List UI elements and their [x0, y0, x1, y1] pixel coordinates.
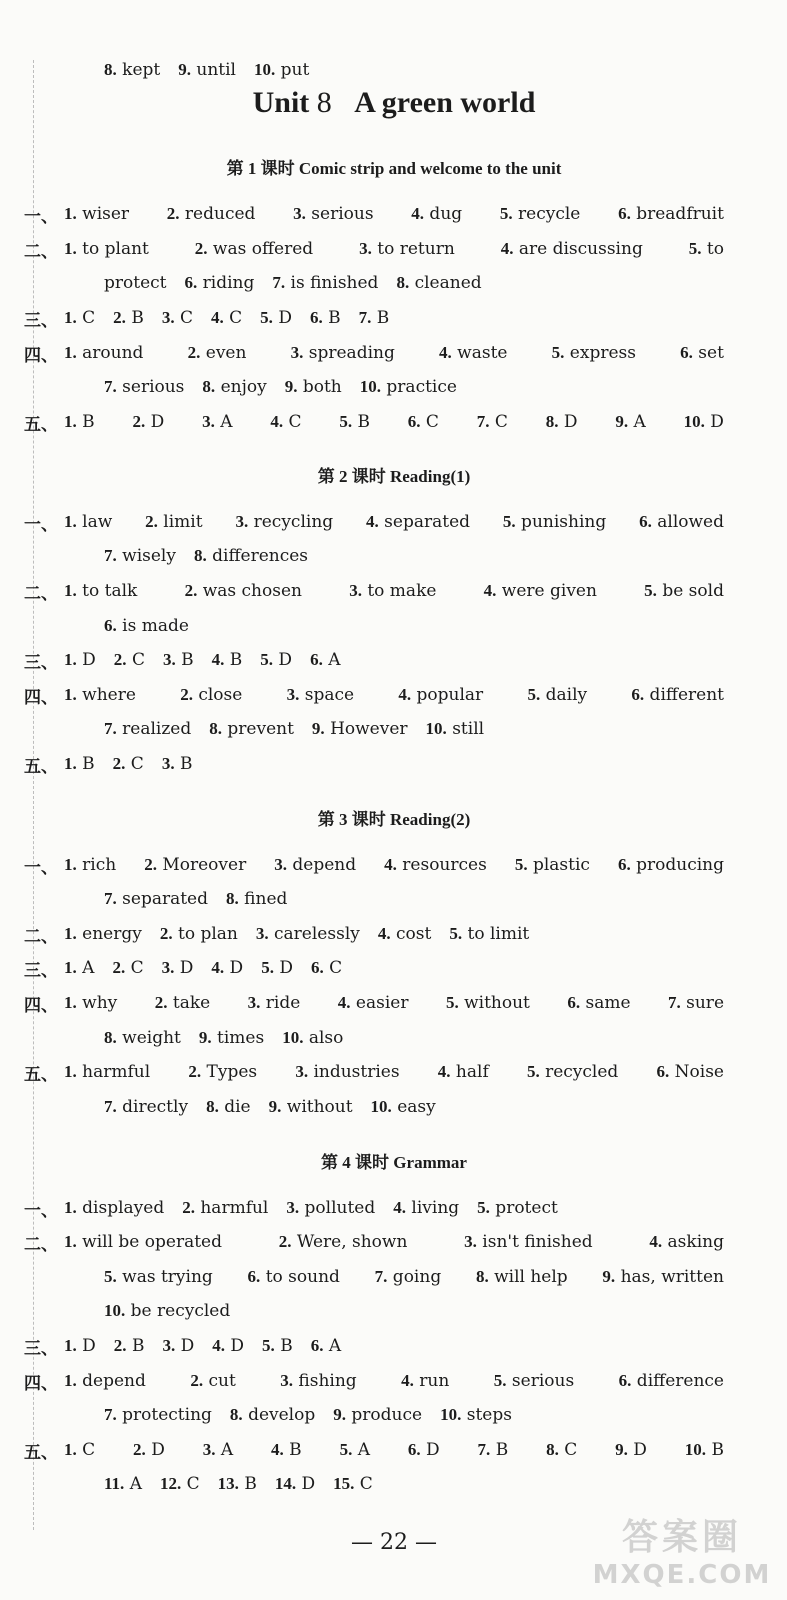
- section-label: 五、: [24, 414, 58, 435]
- section-label: 四、: [24, 1373, 58, 1394]
- answer-line: [24, 199, 724, 229]
- answer-item: 7. B: [358, 308, 390, 328]
- answer-item: 5. punishing: [502, 512, 607, 532]
- answer-item: 5. without: [445, 993, 530, 1013]
- answer-item: 3. industries: [295, 1062, 400, 1082]
- section-label: 五、: [24, 1442, 58, 1463]
- answer-item: 4. B: [271, 1440, 302, 1460]
- answer-item: 5. B: [262, 1336, 293, 1356]
- answer-item: 6. B: [309, 308, 341, 328]
- answer-item: 4. popular: [398, 685, 484, 705]
- answer-item: 5. be sold: [644, 581, 724, 601]
- answer-item: 1. D: [64, 650, 96, 670]
- section-label: 五、: [24, 1064, 58, 1085]
- answer-item: 1. to talk: [64, 581, 138, 601]
- answer-item: 5. plastic: [514, 855, 590, 875]
- answer-line: [24, 1366, 724, 1396]
- answer-item: 4. resources: [384, 855, 487, 875]
- answer-item: 2. C: [113, 650, 145, 670]
- answer-line: [24, 507, 724, 537]
- answer-item: 1. harmful: [64, 1062, 151, 1082]
- answer-item: 10. practice: [359, 377, 457, 397]
- answer-item: 2. reduced: [166, 204, 256, 224]
- answer-item: 3. A: [202, 412, 233, 432]
- answer-item: 3. isn't finished: [464, 1232, 593, 1252]
- answer-item: 5. serious: [493, 1371, 575, 1391]
- answer-item: 4. waste: [439, 343, 508, 363]
- answer-line: [24, 850, 724, 880]
- answer-item: 5. D: [260, 308, 292, 328]
- answer-item: 6. riding: [184, 273, 255, 293]
- section-label: 三、: [24, 310, 58, 331]
- answer-item: 1. why: [64, 993, 118, 1013]
- answer-item: 3. to make: [349, 581, 437, 601]
- answer-line: [24, 234, 724, 264]
- section-label: 一、: [24, 857, 58, 878]
- answer-line: [64, 55, 724, 85]
- answer-line: [64, 1400, 724, 1430]
- lesson-1-title: 第 1 课时 Comic strip and welcome to the unit: [226, 159, 562, 178]
- answer-item: 8. C: [546, 1440, 578, 1460]
- section-label: 四、: [24, 995, 58, 1016]
- answer-item: 3. A: [202, 1440, 234, 1460]
- answer-item: 8. differences: [193, 546, 309, 566]
- answer-item: 1. to plant: [64, 239, 149, 259]
- lesson-4-title: 第 4 课时 Grammar: [321, 1153, 467, 1172]
- answer-item: 9. has, written: [602, 1267, 724, 1287]
- answer-item: 1. depend: [64, 1371, 146, 1391]
- answer-item: 2. was chosen: [184, 581, 302, 601]
- answer-item: 4. D: [211, 958, 244, 978]
- answer-item: 1. law: [64, 512, 113, 532]
- answer-item: 10. steps: [440, 1405, 512, 1425]
- answer-item: 2. take: [154, 993, 211, 1013]
- answer-item: 9. until: [178, 60, 236, 80]
- answer-item: 6. C: [311, 958, 343, 978]
- answer-item: 3. serious: [293, 204, 374, 224]
- answer-item: 7. C: [476, 412, 508, 432]
- answer-item: 5. express: [551, 343, 636, 363]
- answer-item: 4. asking: [649, 1232, 724, 1252]
- answer-item: 7. wisely: [104, 546, 176, 566]
- lesson-3-title: 第 3 课时 Reading(2): [317, 810, 471, 829]
- answer-item: 8. die: [206, 1097, 251, 1117]
- answer-item: 9. both: [284, 377, 342, 397]
- answer-line: [24, 749, 724, 779]
- section-label: 二、: [24, 241, 58, 262]
- answer-item: 6. is made: [104, 616, 189, 636]
- answer-item: 4. D: [212, 1336, 245, 1356]
- answer-item: 7. B: [477, 1440, 509, 1460]
- section-label: 五、: [24, 756, 58, 777]
- page-number: — 22 —: [351, 1530, 437, 1555]
- answer-item: 4. run: [401, 1371, 450, 1391]
- answer-item: 3. B: [161, 754, 193, 774]
- answer-item: 4. easier: [337, 993, 409, 1013]
- answer-item: 7. is finished: [272, 273, 379, 293]
- answer-item: 1. wiser: [64, 204, 130, 224]
- answer-item: 6. set: [680, 343, 724, 363]
- answer-item: 5. B: [339, 412, 370, 432]
- answer-item: 6. to sound: [247, 1267, 340, 1287]
- section-label: 二、: [24, 926, 58, 947]
- answer-item: 10. B: [684, 1440, 724, 1460]
- answer-item: 8. fined: [226, 889, 288, 909]
- answer-item: 1. energy: [64, 924, 142, 944]
- answer-line: [24, 1057, 724, 1087]
- answer-item: 5. to: [688, 239, 724, 259]
- answer-line: [24, 680, 724, 710]
- answer-item: 1. C: [64, 308, 96, 328]
- answer-item: 9. A: [615, 412, 646, 432]
- answer-line: [24, 576, 724, 606]
- answer-item: 2. C: [112, 754, 144, 774]
- answer-line: [64, 372, 724, 402]
- answer-item: 5. to limit: [449, 924, 530, 944]
- answer-item: 2. to plan: [159, 924, 238, 944]
- answer-item: 2. D: [133, 1440, 165, 1460]
- answer-item: 6. difference: [618, 1371, 724, 1391]
- answer-line: [24, 1331, 724, 1361]
- answer-item: 1. C: [64, 1440, 96, 1460]
- answer-item: 3. B: [162, 650, 194, 670]
- section-label: 四、: [24, 687, 58, 708]
- answer-line: [24, 1435, 724, 1465]
- section-label: 一、: [24, 206, 58, 227]
- answer-item: 5. recycled: [526, 1062, 619, 1082]
- answer-item: 3. D: [161, 958, 194, 978]
- answer-item: 4. dug: [411, 204, 463, 224]
- section-label: 三、: [24, 652, 58, 673]
- answer-item: 1. B: [64, 412, 95, 432]
- answer-line: [64, 1469, 724, 1499]
- answer-item: 2. B: [113, 1336, 145, 1356]
- answer-item: 3. ride: [247, 993, 301, 1013]
- answer-line: [24, 1193, 724, 1223]
- answer-item: 3. recycling: [235, 512, 334, 532]
- answer-item: 2. C: [112, 958, 144, 978]
- answer-line: [24, 407, 724, 437]
- answer-item: 10. put: [254, 60, 310, 80]
- answer-item: 2. harmful: [182, 1198, 269, 1218]
- answer-item: 1. A: [64, 958, 95, 978]
- answer-item: 3. polluted: [286, 1198, 376, 1218]
- answer-item: 10. easy: [370, 1097, 436, 1117]
- answer-item: 8. kept: [104, 60, 161, 80]
- answer-item: 2. close: [180, 685, 243, 705]
- answer-item: 7. separated: [104, 889, 208, 909]
- answer-line: [64, 1262, 724, 1292]
- answer-item: 2. cut: [190, 1371, 236, 1391]
- answer-item: 9. D: [615, 1440, 647, 1460]
- answer-item: 1. around: [64, 343, 144, 363]
- answer-item: 7. protecting: [104, 1405, 212, 1425]
- answer-item: 8. enjoy: [202, 377, 267, 397]
- answer-item: 2. B: [113, 308, 144, 328]
- answer-item: 2. Were, shown: [278, 1232, 408, 1252]
- answer-line: [64, 541, 724, 571]
- answer-line: [64, 884, 724, 914]
- answer-line: [64, 268, 724, 298]
- answer-line: [24, 303, 724, 333]
- answer-item: 4. are discussing: [500, 239, 643, 259]
- answer-item: 10. still: [425, 719, 485, 739]
- section-label: 三、: [24, 960, 58, 981]
- margin-dashed-line: [33, 60, 34, 1530]
- answer-item: 10. be recycled: [104, 1301, 231, 1321]
- answer-item: 6. breadfruit: [618, 204, 724, 224]
- answer-line: [64, 714, 724, 744]
- answer-item: 2. Types: [188, 1062, 258, 1082]
- answer-item: 9. However: [311, 719, 408, 739]
- answer-line: [24, 338, 724, 368]
- answer-item: 2. D: [132, 412, 165, 432]
- answer-item: 5. was trying: [104, 1267, 213, 1287]
- answer-item: 8. D: [545, 412, 578, 432]
- answer-item: 6. different: [631, 685, 724, 705]
- answer-item: 3. fishing: [280, 1371, 357, 1391]
- answer-line: [64, 1092, 724, 1122]
- answer-item: 3. to return: [359, 239, 455, 259]
- unit-title: Unit 8 A green world: [252, 86, 536, 119]
- answer-line: [24, 645, 724, 675]
- answer-item: 1. where: [64, 685, 136, 705]
- answer-line: [64, 1023, 724, 1053]
- answer-item: 2. limit: [145, 512, 203, 532]
- answer-item: 9. produce: [333, 1405, 423, 1425]
- section-label: 二、: [24, 583, 58, 604]
- answer-item: 3. spreading: [290, 343, 395, 363]
- answer-item: 6. A: [310, 1336, 342, 1356]
- answer-item: 6. producing: [617, 855, 724, 875]
- answer-item: 4. separated: [366, 512, 471, 532]
- answer-item: 6. allowed: [639, 512, 724, 532]
- answer-line: [24, 1227, 724, 1257]
- answer-item: 1. will be operated: [64, 1232, 222, 1252]
- answer-item: 14. D: [274, 1474, 316, 1494]
- answer-item: 2. Moreover: [144, 855, 247, 875]
- answer-item: 8. prevent: [209, 719, 294, 739]
- answer-item: 4. were given: [483, 581, 597, 601]
- answer-item: 8. will help: [475, 1267, 568, 1287]
- answer-item: 2. was offered: [194, 239, 314, 259]
- answer-item: 4. B: [211, 650, 243, 670]
- answer-item: 2. even: [187, 343, 247, 363]
- answer-item: 4. C: [211, 308, 243, 328]
- answer-item: 3. C: [161, 308, 193, 328]
- answer-line: [24, 953, 724, 983]
- section-label: 四、: [24, 345, 58, 366]
- section-label: 一、: [24, 1200, 58, 1221]
- answer-item: 4. C: [270, 412, 302, 432]
- answer-item: 8. develop: [229, 1405, 316, 1425]
- answer-item: 9. without: [268, 1097, 353, 1117]
- answer-item: 3. space: [286, 685, 355, 705]
- answer-item: protect: [104, 273, 167, 293]
- answer-item: 4. living: [393, 1198, 460, 1218]
- section-label: 二、: [24, 1234, 58, 1255]
- answer-item: 15. C: [333, 1474, 373, 1494]
- answer-item: 10. also: [282, 1028, 344, 1048]
- answer-item: 6. same: [567, 993, 631, 1013]
- answer-line: [64, 1296, 724, 1326]
- answer-item: 3. D: [162, 1336, 195, 1356]
- answer-item: 5. protect: [477, 1198, 558, 1218]
- answer-item: 1. displayed: [64, 1198, 165, 1218]
- watermark-logo: 答案圈 MXQE.COM: [592, 1517, 772, 1590]
- answer-item: 3. depend: [274, 855, 357, 875]
- answer-item: 11. A: [104, 1474, 142, 1494]
- answer-item: 7. realized: [104, 719, 192, 739]
- answer-item: 1. D: [64, 1336, 96, 1356]
- answer-item: 6. C: [407, 412, 439, 432]
- answer-item: 12. C: [160, 1474, 200, 1494]
- answer-item: 5. daily: [527, 685, 588, 705]
- answer-item: 7. sure: [667, 993, 724, 1013]
- answer-item: 5. recycle: [499, 204, 581, 224]
- answer-line: [24, 988, 724, 1018]
- answer-item: 5. A: [339, 1440, 370, 1460]
- answer-item: 7. going: [374, 1267, 442, 1287]
- lesson-2-title: 第 2 课时 Reading(1): [317, 467, 471, 486]
- section-label: 一、: [24, 514, 58, 535]
- answer-item: 7. directly: [104, 1097, 189, 1117]
- answer-item: 5. D: [260, 650, 293, 670]
- answer-item: 10. D: [683, 412, 724, 432]
- answer-item: 13. B: [217, 1474, 257, 1494]
- section-label: 三、: [24, 1338, 58, 1359]
- answer-item: 7. serious: [104, 377, 185, 397]
- answer-item: 6. D: [407, 1440, 440, 1460]
- answer-item: 3. carelessly: [255, 924, 360, 944]
- answer-item: 8. weight: [104, 1028, 181, 1048]
- answer-item: 6. A: [310, 650, 341, 670]
- answer-item: 1. B: [64, 754, 95, 774]
- answer-item: 9. times: [198, 1028, 265, 1048]
- answer-item: 4. cost: [377, 924, 432, 944]
- answer-line: [64, 611, 724, 641]
- answer-item: 1. rich: [64, 855, 117, 875]
- answer-item: 6. Noise: [656, 1062, 724, 1082]
- answer-item: 8. cleaned: [396, 273, 482, 293]
- answer-line: [24, 919, 724, 949]
- answer-item: 4. half: [437, 1062, 489, 1082]
- answer-item: 5. D: [261, 958, 293, 978]
